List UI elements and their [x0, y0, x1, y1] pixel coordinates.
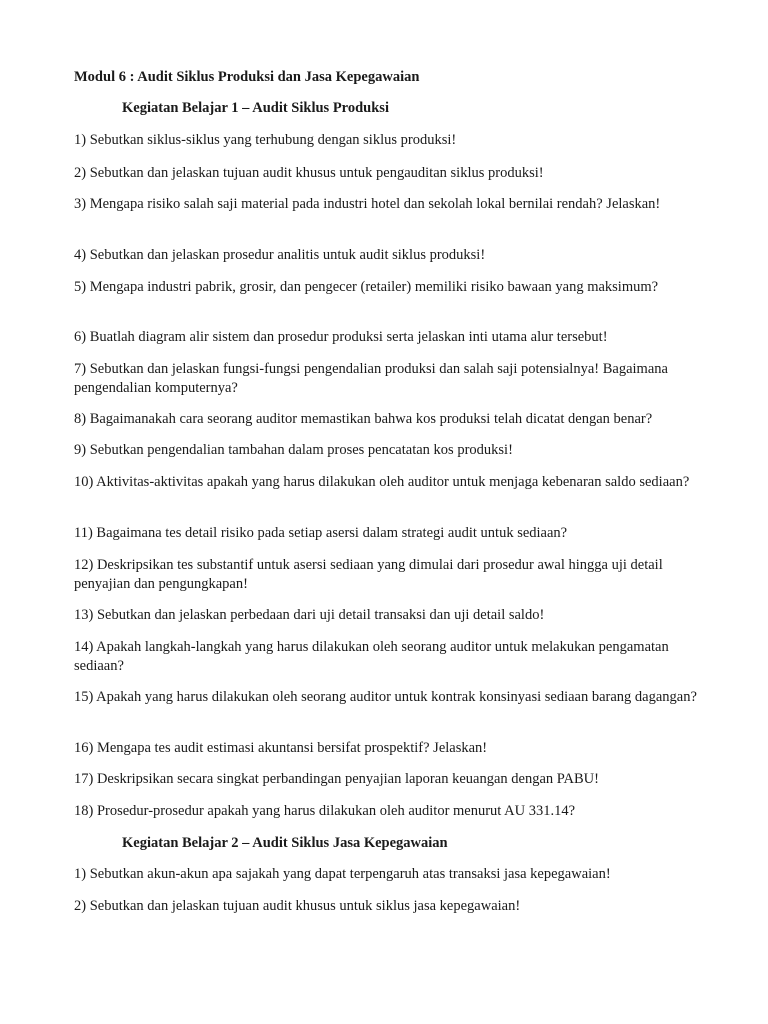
question-item: 7) Sebutkan dan jelaskan fungsi-fungsi pengendalian produksi dan salah saji potensialnya! Bagaimana pengendalian komputernya? [74, 361, 668, 396]
module-title: Modul 6 : Audit Siklus Produksi dan Jasa Kepegawaian [74, 69, 420, 85]
question-item: 3) Mengapa risiko salah saji material pada industri hotel dan sekolah lokal bernilai rendah? Jelaskan! [74, 196, 661, 212]
question-item: 4) Sebutkan dan jelaskan prosedur analitis untuk audit siklus produksi! [74, 247, 486, 263]
question-item: 2) Sebutkan dan jelaskan tujuan audit khusus untuk pengauditan siklus produksi! [74, 165, 544, 181]
question-item: 1) Sebutkan akun-akun apa sajakah yang dapat terpengaruh atas transaksi jasa kepegawaian! [74, 866, 611, 882]
question-item: 18) Prosedur-prosedur apakah yang harus dilakukan oleh auditor menurut AU 331.14? [74, 803, 576, 819]
section-heading-2: Kegiatan Belajar 2 – Audit Siklus Jasa Kepegawaian [122, 835, 448, 851]
question-item: 8) Bagaimanakah cara seorang auditor memastikan bahwa kos produksi telah dicatat dengan benar? [74, 411, 653, 427]
question-item: 15) Apakah yang harus dilakukan oleh seorang auditor untuk kontrak konsinyasi sediaan barang dagangan? [74, 689, 697, 705]
section-heading-1: Kegiatan Belajar 1 – Audit Siklus Produksi [122, 100, 389, 116]
question-item: 14) Apakah langkah-langkah yang harus dilakukan oleh seorang auditor untuk melakukan pengamatan sediaan? [74, 639, 669, 674]
question-item: 5) Mengapa industri pabrik, grosir, dan pengecer (retailer) memiliki risiko bawaan yang maksimum? [74, 279, 659, 295]
question-item: 12) Deskripsikan tes substantif untuk asersi sediaan yang dimulai dari prosedur awal hingga uji detail penyajian dan pengungkapan! [74, 557, 663, 592]
question-item: 11) Bagaimana tes detail risiko pada setiap asersi dalam strategi audit untuk sediaan? [74, 525, 568, 541]
question-item: 6) Buatlah diagram alir sistem dan prosedur produksi serta jelaskan inti utama alur tersebut! [74, 329, 608, 345]
question-item: 10) Aktivitas-aktivitas apakah yang harus dilakukan oleh auditor untuk menjaga kebenaran saldo sediaan? [74, 474, 690, 490]
question-item: 17) Deskripsikan secara singkat perbandingan penyajian laporan keuangan dengan PABU! [74, 771, 599, 787]
question-item: 9) Sebutkan pengendalian tambahan dalam proses pencatatan kos produksi! [74, 442, 513, 458]
question-item: 1) Sebutkan siklus-siklus yang terhubung dengan siklus produksi! [74, 132, 457, 148]
question-item: 13) Sebutkan dan jelaskan perbedaan dari uji detail transaksi dan uji detail saldo! [74, 607, 545, 623]
question-item: 16) Mengapa tes audit estimasi akuntansi bersifat prospektif? Jelaskan! [74, 740, 488, 756]
question-item: 2) Sebutkan dan jelaskan tujuan audit khusus untuk siklus jasa kepegawaian! [74, 898, 521, 914]
